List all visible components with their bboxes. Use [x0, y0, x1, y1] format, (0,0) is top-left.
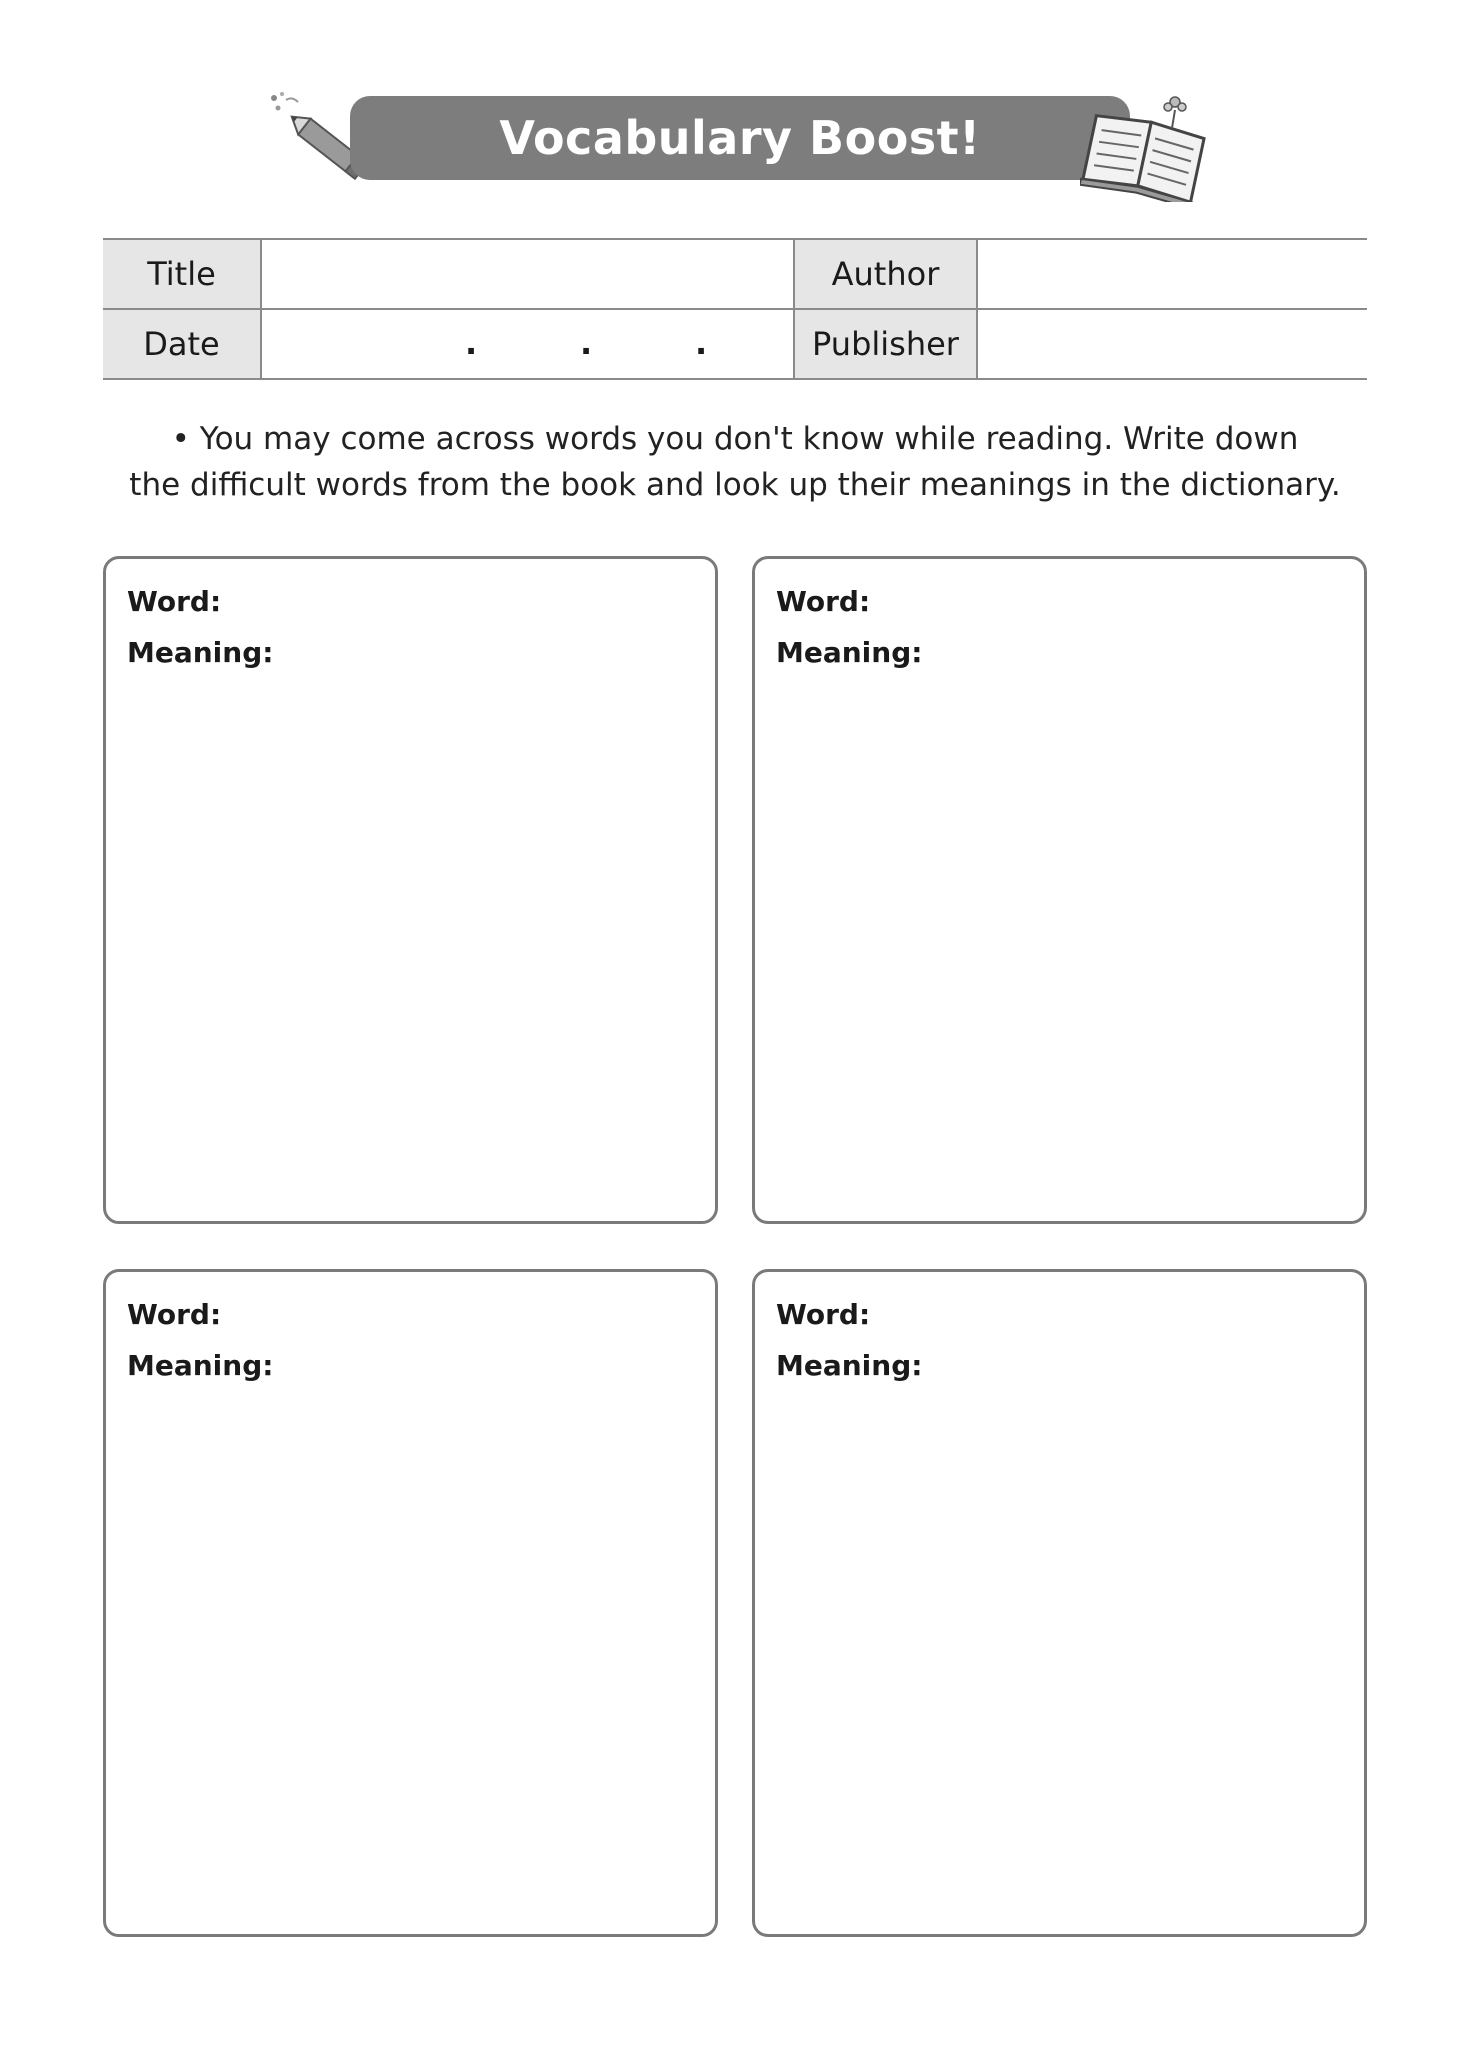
author-field[interactable] — [977, 239, 1367, 309]
instructions-line-1: • You may come across words you don't know while reading. Write down — [171, 421, 1299, 457]
date-field[interactable] — [261, 309, 794, 379]
word-label: Word: — [127, 585, 222, 618]
publisher-label: Publisher — [794, 309, 977, 379]
info-row-title — [103, 239, 1367, 309]
publisher-field[interactable] — [977, 309, 1367, 379]
meaning-label: Meaning: — [127, 636, 274, 669]
word-label: Word: — [127, 1298, 222, 1331]
instructions — [103, 416, 1367, 508]
page-title: Vocabulary Boost! — [499, 111, 981, 165]
date-separator: . — [580, 324, 593, 362]
date-label: Date — [103, 309, 261, 379]
open-book-icon — [1080, 92, 1215, 202]
vocab-card-1[interactable] — [103, 556, 718, 1224]
instructions-line-2: the difficult words from the book and look up their meanings in the dictionary. — [129, 467, 1341, 503]
meaning-label: Meaning: — [776, 636, 923, 669]
title-label: Title — [103, 239, 261, 309]
vocab-card-2[interactable] — [752, 556, 1367, 1224]
info-row-date — [103, 309, 1367, 379]
book-info-table — [103, 238, 1367, 380]
title-field[interactable] — [261, 239, 794, 309]
word-label: Word: — [776, 1298, 871, 1331]
author-label: Author — [794, 239, 977, 309]
vocab-card-4[interactable] — [752, 1269, 1367, 1937]
meaning-label: Meaning: — [127, 1349, 274, 1382]
word-label: Word: — [776, 585, 871, 618]
date-separator: . — [465, 324, 478, 362]
vocab-card-3[interactable] — [103, 1269, 718, 1937]
meaning-label: Meaning: — [776, 1349, 923, 1382]
date-separator: . — [695, 324, 708, 362]
page-title-banner — [350, 96, 1130, 180]
